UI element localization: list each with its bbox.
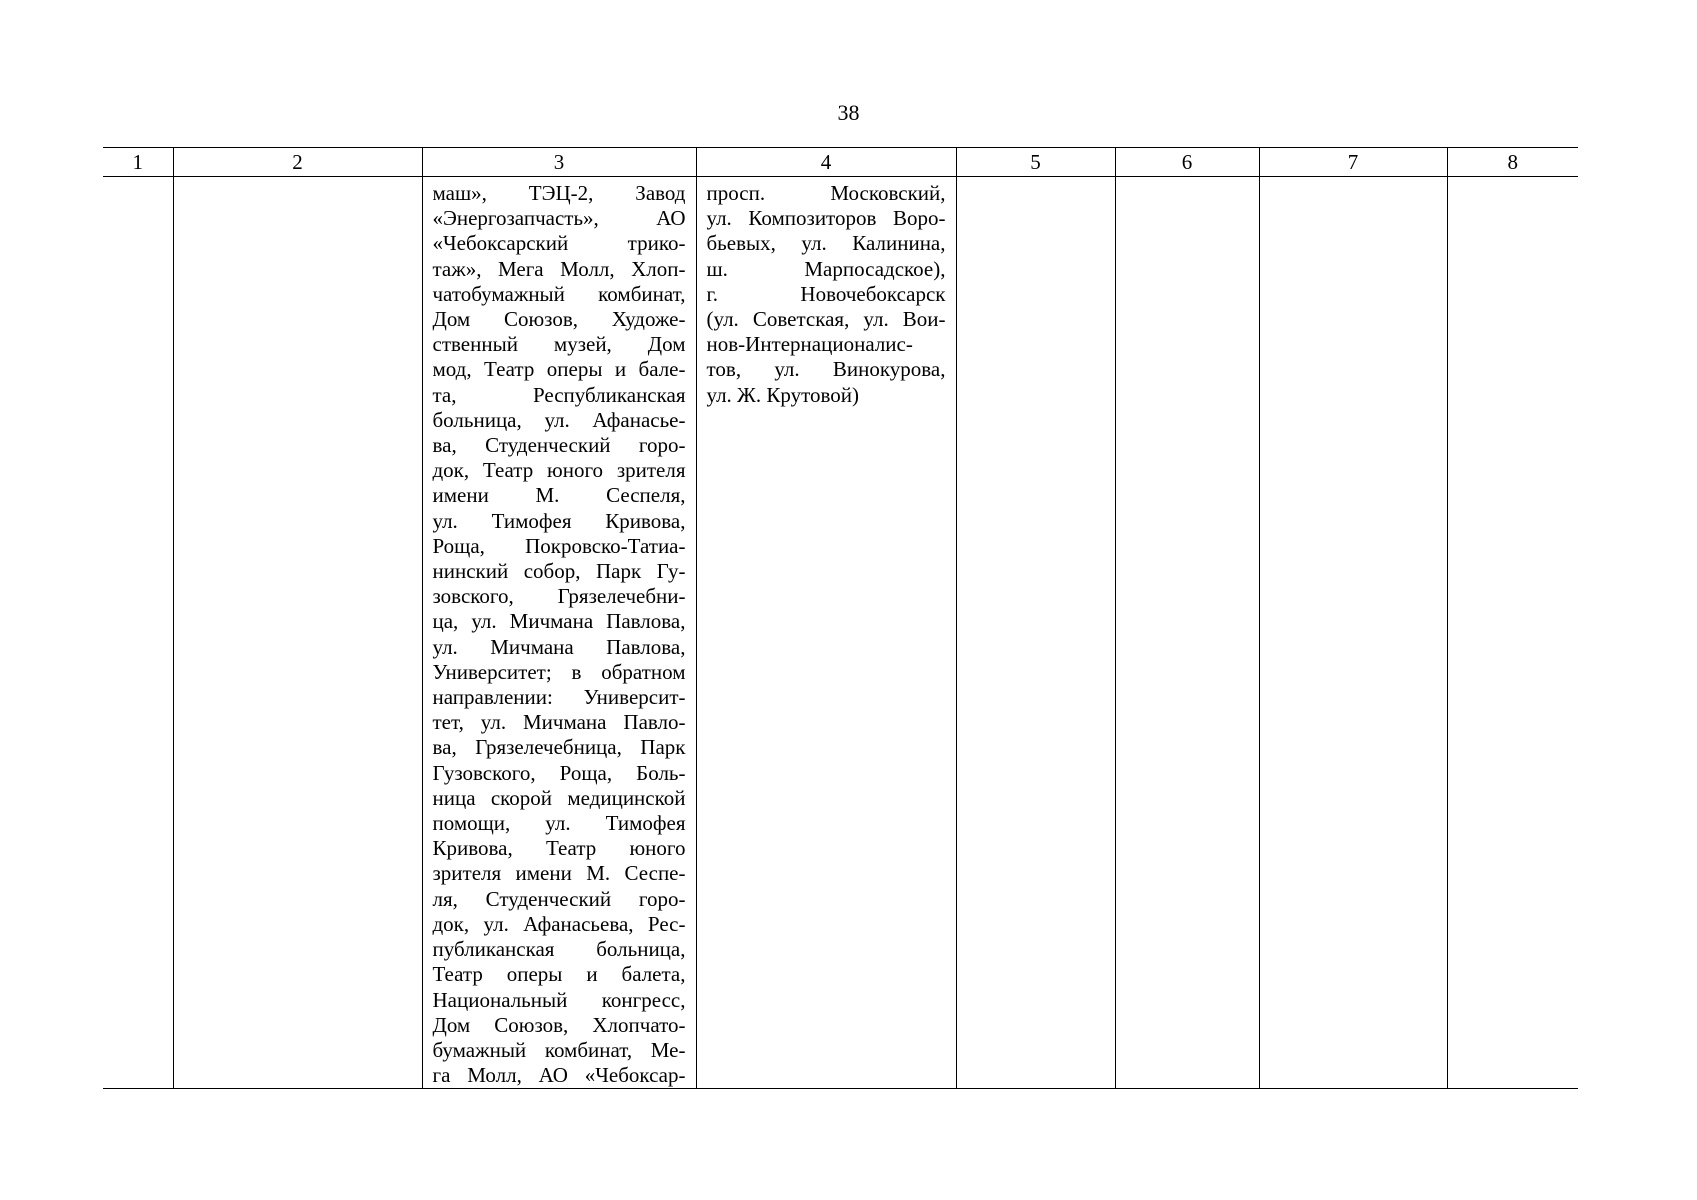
column-header-8: 8: [1447, 148, 1578, 177]
route-table: [103, 147, 1578, 1089]
text-line: мод, Театр оперы и бале-: [432, 357, 686, 382]
text-line: ул. Тимофея Кривова,: [432, 508, 686, 533]
text-line: нинский собор, Парк Гу-: [432, 559, 686, 584]
text-line: чатобумажный комбинат,: [432, 281, 686, 306]
text-line: публиканская больница,: [432, 937, 686, 962]
text-line: больница, ул. Афанасье-: [432, 407, 686, 432]
text-line: ца, ул. Мичмана Павлова,: [432, 609, 686, 634]
text-line: ница скорой медицинской: [432, 785, 686, 810]
text-line: Гузовского, Роща, Боль-: [432, 760, 686, 785]
text-line: ул. Композиторов Воро-: [706, 206, 946, 231]
text-line: ул. Ж. Крутовой): [706, 382, 860, 407]
text-line: просп. Московский,: [706, 181, 946, 205]
text-line: зрителя имени М. Сеспе-: [432, 861, 686, 886]
text-line: бумажный комбинат, Ме-: [432, 1037, 686, 1062]
cell-col-5: [956, 177, 1115, 1089]
column-header-1: 1: [103, 148, 173, 177]
text-line: таж», Мега Молл, Хлоп-: [432, 256, 686, 281]
text-line: имени М. Сеспеля,: [432, 483, 686, 508]
column-number-row: [103, 148, 1578, 177]
cell-col-3: [422, 177, 696, 1089]
text-line: ля, Студенческий горо-: [432, 886, 686, 911]
cell-col-6: [1115, 177, 1259, 1089]
text-line: тет, ул. Мичмана Павло-: [432, 710, 686, 735]
text-line: (ул. Советская, ул. Вои-: [706, 307, 946, 332]
text-line: бьевых, ул. Калинина,: [706, 231, 946, 256]
cell-col-7: [1259, 177, 1447, 1089]
text-line: г. Новочебоксарск: [706, 281, 946, 306]
text-line: «Энергозапчасть», АО: [432, 206, 686, 231]
text-line: Дом Союзов, Хлопчато-: [432, 1012, 686, 1037]
text-line: направлении: Университ-: [432, 685, 686, 710]
text-line: га Молл, АО «Чебоксар-: [432, 1063, 686, 1088]
column-header-5: 5: [956, 148, 1115, 177]
text-line: нов-Интернационалис-: [706, 332, 913, 357]
text-line: тов, ул. Винокурова,: [706, 357, 946, 382]
route-streets-text: [707, 181, 946, 408]
text-line: Кривова, Театр юного: [432, 836, 686, 861]
text-line: Университет; в обратном: [432, 659, 686, 684]
text-line: Дом Союзов, Художе-: [432, 307, 686, 332]
cell-col-8: [1447, 177, 1578, 1089]
column-header-6: 6: [1115, 148, 1259, 177]
column-header-2: 2: [173, 148, 422, 177]
text-line: зовского, Грязелечебни-: [432, 584, 686, 609]
text-line: маш», ТЭЦ-2, Завод: [432, 181, 686, 205]
page-number: 38: [837, 100, 860, 125]
text-line: док, ул. Афанасьева, Рес-: [432, 911, 686, 936]
text-line: Театр оперы и балета,: [432, 962, 686, 987]
text-line: ул. Мичмана Павлова,: [432, 634, 686, 659]
column-header-3: 3: [422, 148, 696, 177]
column-header-4: 4: [696, 148, 956, 177]
text-line: док, Театр юного зрителя: [432, 458, 686, 483]
text-line: ва, Студенческий горо-: [432, 433, 686, 458]
text-line: ш. Марпосадское),: [706, 256, 946, 281]
column-header-7: 7: [1259, 148, 1447, 177]
text-line: ственный музей, Дом: [432, 332, 686, 357]
text-line: Роща, Покровско-Татиа-: [432, 533, 686, 558]
cell-col-2: [173, 177, 422, 1089]
text-line: ва, Грязелечебница, Парк: [432, 735, 686, 760]
text-line: «Чебоксарский трико-: [432, 231, 686, 256]
cell-col-4: [696, 177, 956, 1089]
text-line: помощи, ул. Тимофея: [432, 811, 686, 836]
cell-col-1: [103, 177, 173, 1089]
text-line: та, Республиканская: [432, 382, 686, 407]
text-line: Национальный конгресс,: [432, 987, 686, 1012]
route-stops-text: [433, 181, 686, 1088]
table-row: [103, 177, 1578, 1089]
